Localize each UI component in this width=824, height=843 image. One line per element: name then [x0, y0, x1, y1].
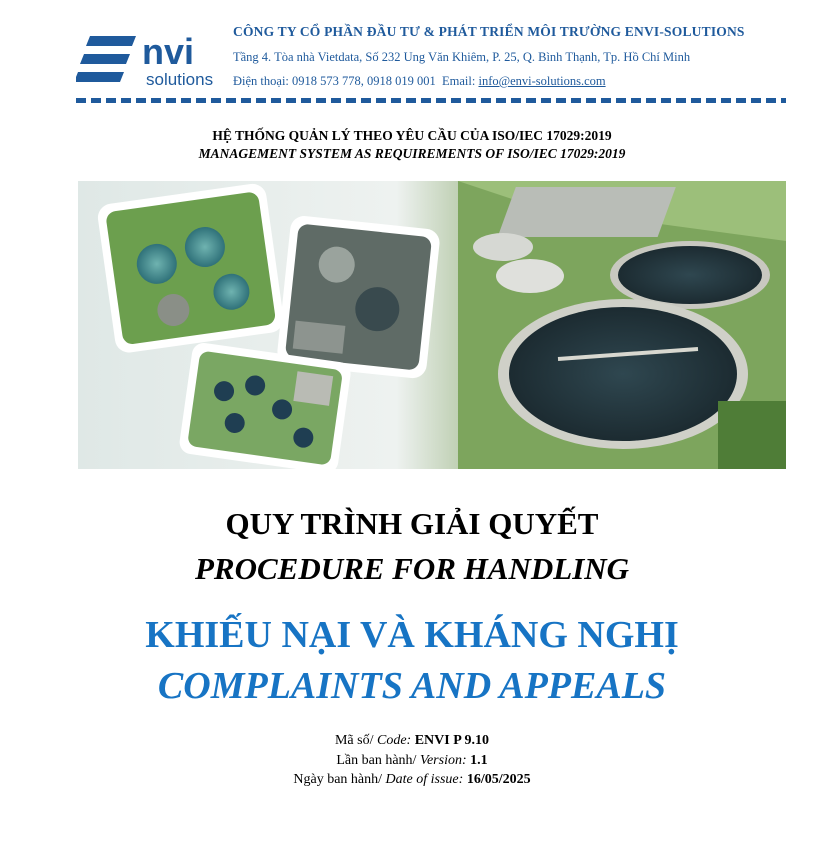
- doc-date-row: [0, 772, 824, 788]
- envi-logo: [76, 30, 224, 90]
- title-en-line2: COMPLAINTS AND APPEALS: [157, 665, 667, 707]
- title-vi-line2: KHIẾU NẠI VÀ KHÁNG NGHỊ: [145, 614, 679, 656]
- date-label-vi: Ngày ban hành/: [293, 772, 383, 787]
- version-label-vi: Lần ban hành/: [336, 753, 417, 768]
- logo-subtext: solutions: [146, 70, 214, 89]
- version-value: 1.1: [470, 753, 488, 768]
- header-divider: [76, 98, 786, 103]
- letterhead: [76, 18, 786, 104]
- company-address: Tầng 4. Tòa nhà Vietdata, Số 232 Ung Văn Khiêm, P. 25, Q. Bình Thạnh, Tp. Hồ Chí Minh: [233, 50, 691, 64]
- wastewater-plant-banner: [78, 181, 786, 469]
- system-title-vi: HỆ THỐNG QUẢN LÝ THEO YÊU CẦU CỦA ISO/IEC 17029:2019: [212, 128, 612, 143]
- version-label-en: Version:: [419, 753, 467, 768]
- date-label-en: Date of issue:: [385, 772, 464, 787]
- system-title-en: MANAGEMENT SYSTEM AS REQUIREMENTS OF ISO/IEC 17029:2019: [198, 146, 626, 161]
- title-en-line1: PROCEDURE FOR HANDLING: [194, 551, 630, 586]
- email-link[interactable]: info@envi-solutions.com: [478, 74, 606, 88]
- phone-text: Điện thoại: 0918 573 778, 0918 019 001: [233, 74, 436, 88]
- code-value: ENVI P 9.10: [414, 733, 489, 748]
- title-vi-line1: QUY TRÌNH GIẢI QUYẾT: [225, 506, 599, 541]
- code-label-en: Code:: [376, 733, 412, 748]
- email-label: Email:: [442, 74, 476, 88]
- doc-version-row: [0, 753, 824, 769]
- company-contact: [233, 74, 606, 89]
- code-label-vi: Mã số/: [334, 733, 374, 748]
- logo-text: nvi: [142, 31, 195, 72]
- company-name: CÔNG TY CỔ PHẦN ĐẦU TƯ & PHÁT TRIỂN MÔI TRƯỜNG ENVI-SOLUTIONS: [233, 24, 745, 39]
- date-value: 16/05/2025: [466, 772, 531, 787]
- doc-code-row: [0, 733, 824, 749]
